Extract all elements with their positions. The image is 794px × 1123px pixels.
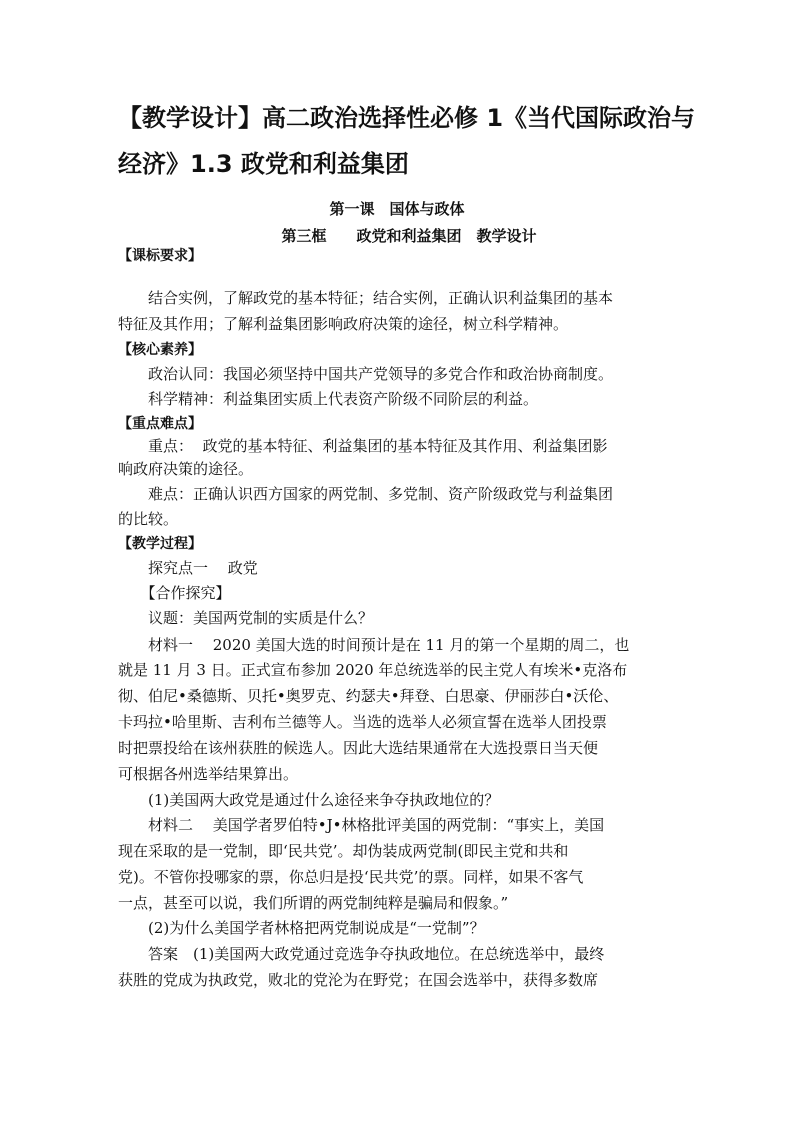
- material-one-line-2: 就是 11 月 3 日。正式宣布参加 2020 年总统选举的民主党人有埃米•克洛布: [118, 661, 628, 679]
- lesson-subtitle: 第一课 国体与政体: [329, 200, 465, 218]
- material-one-line-3: 彻、伯尼•桑德斯、贝托•奥罗克、约瑟夫•拜登、白思豪、伊丽莎白•沃伦、: [118, 687, 619, 705]
- inquiry-point-one: 探究点一 政党: [118, 559, 258, 577]
- material-two-line-2: 现在采取的是一党制，即‘民共党’。却伪装成两党制(即民主党和共和: [118, 842, 569, 860]
- heading-core-literacy: 【核心素养】: [118, 342, 202, 358]
- material-one-line-1: 材料一 2020 美国大选的时间预计是在 11 月的第一个星期的周二，也: [118, 636, 630, 654]
- question-two: (2)为什么美国学者林格把两党制说成是“一党制”？: [118, 919, 485, 937]
- difficult-points-line-2: 的比较。: [118, 510, 179, 528]
- cooperative-inquiry: 【合作探究】: [118, 584, 231, 602]
- curriculum-text-line-2: 特征及其作用；了解利益集团影响政府决策的途径，树立科学精神。: [118, 315, 569, 333]
- answer-line-2: 获胜的党成为执政党，败北的党沦为在野党；在国会选举中，获得多数席: [118, 971, 599, 989]
- heading-curriculum-requirements: 【课标要求】: [118, 248, 202, 264]
- key-points-line-2: 响政府决策的途径。: [118, 460, 254, 478]
- answer-line-1: 答案 (1)美国两大政党通过竞选争夺执政地位。在总统选举中，最终: [118, 945, 605, 963]
- title-line-2: 经济》1.3 政党和利益集团: [118, 150, 409, 178]
- material-one-line-5: 时把票投给在该州获胜的候选人。因此大选结果通常在大选投票日当天便: [118, 739, 599, 757]
- material-two-line-4: 一点，甚至可以说，我们所谓的两党制纯粹是骗局和假象。”: [118, 894, 509, 912]
- title-line-1: 【教学设计】高二政治选择性必修 1《当代国际政治与: [118, 104, 696, 132]
- core-literacy-political: 政治认同：我国必须坚持中国共产党领导的多党合作和政治协商制度。: [118, 365, 614, 383]
- section-subtitle: 第三框 政党和利益集团 教学设计: [281, 227, 537, 245]
- question-one: (1)美国两大政党是通过什么途径来争夺执政地位的？: [118, 791, 500, 809]
- heading-key-difficult-points: 【重点难点】: [118, 416, 202, 432]
- material-one-line-6: 可根据各州选举结果算出。: [118, 765, 299, 783]
- curriculum-text-line-1: 结合实例，了解政党的基本特征；结合实例，正确认识利益集团的基本: [118, 289, 614, 307]
- material-one-line-4: 卡玛拉•哈里斯、吉利布兰德等人。当选的选举人必须宣誓在选举人团投票: [118, 713, 607, 731]
- difficult-points-line-1: 难点：正确认识西方国家的两党制、多党制、资产阶级政党与利益集团: [118, 485, 614, 503]
- key-points-line-1: 重点： 政党的基本特征、利益集团的基本特征及其作用、利益集团影: [118, 437, 608, 455]
- topic-question: 议题：美国两党制的实质是什么？: [118, 609, 374, 627]
- heading-teaching-process: 【教学过程】: [118, 536, 202, 552]
- material-two-line-3: 党)。不管你投哪家的票，你总归是投‘民共党’的票。同样，如果不客气: [118, 868, 584, 886]
- material-two-line-1: 材料二 美国学者罗伯特•J•林格批评美国的两党制：“事实上，美国: [118, 816, 605, 834]
- core-literacy-science: 科学精神：利益集团实质上代表资产阶级不同阶层的利益。: [118, 390, 539, 408]
